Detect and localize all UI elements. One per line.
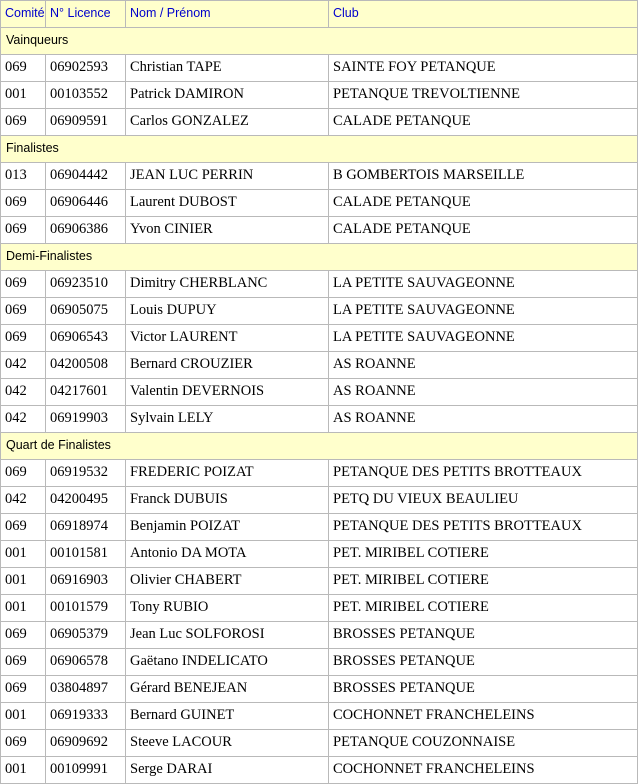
table-row bbox=[1, 703, 638, 730]
cell-licence: 06919333 bbox=[46, 703, 126, 730]
cell-comite: 069 bbox=[1, 271, 46, 298]
table-row bbox=[1, 730, 638, 757]
column-header-licence: N° Licence bbox=[46, 1, 126, 28]
table-row bbox=[1, 82, 638, 109]
cell-club: LA PETITE SAUVAGEONNE bbox=[329, 298, 638, 325]
table-row bbox=[1, 595, 638, 622]
table-row bbox=[1, 460, 638, 487]
cell-club: AS ROANNE bbox=[329, 379, 638, 406]
section-title: Finalistes bbox=[1, 136, 638, 163]
cell-licence: 06906446 bbox=[46, 190, 126, 217]
cell-comite: 001 bbox=[1, 541, 46, 568]
cell-player-name: FREDERIC POIZAT bbox=[126, 460, 329, 487]
table-body bbox=[1, 28, 638, 784]
column-header-comite: Comité bbox=[1, 1, 46, 28]
cell-club: COCHONNET FRANCHELEINS bbox=[329, 757, 638, 784]
cell-club: CALADE PETANQUE bbox=[329, 217, 638, 244]
cell-licence: 00101579 bbox=[46, 595, 126, 622]
table-row bbox=[1, 406, 638, 433]
cell-player-name: Sylvain LELY bbox=[126, 406, 329, 433]
table-row bbox=[1, 568, 638, 595]
column-header-nom: Nom / Prénom bbox=[126, 1, 329, 28]
cell-club: PETANQUE DES PETITS BROTTEAUX bbox=[329, 514, 638, 541]
table-row bbox=[1, 757, 638, 784]
table-row bbox=[1, 163, 638, 190]
table-row bbox=[1, 190, 638, 217]
cell-club: BROSSES PETANQUE bbox=[329, 649, 638, 676]
cell-player-name: Laurent DUBOST bbox=[126, 190, 329, 217]
table-row bbox=[1, 379, 638, 406]
cell-player-name: JEAN LUC PERRIN bbox=[126, 163, 329, 190]
section-header-row bbox=[1, 28, 638, 55]
cell-comite: 001 bbox=[1, 757, 46, 784]
cell-club: PETANQUE COUZONNAISE bbox=[329, 730, 638, 757]
cell-player-name: Olivier CHABERT bbox=[126, 568, 329, 595]
cell-comite: 069 bbox=[1, 649, 46, 676]
cell-licence: 06905075 bbox=[46, 298, 126, 325]
table-header-row bbox=[1, 1, 638, 28]
table-row bbox=[1, 352, 638, 379]
cell-comite: 069 bbox=[1, 109, 46, 136]
cell-club: BROSSES PETANQUE bbox=[329, 622, 638, 649]
cell-player-name: Serge DARAI bbox=[126, 757, 329, 784]
cell-club: PETANQUE DES PETITS BROTTEAUX bbox=[329, 460, 638, 487]
cell-licence: 03804897 bbox=[46, 676, 126, 703]
cell-player-name: Victor LAURENT bbox=[126, 325, 329, 352]
cell-club: LA PETITE SAUVAGEONNE bbox=[329, 271, 638, 298]
cell-player-name: Louis DUPUY bbox=[126, 298, 329, 325]
cell-player-name: Gérard BENEJEAN bbox=[126, 676, 329, 703]
table-row bbox=[1, 676, 638, 703]
cell-club: PET. MIRIBEL COTIERE bbox=[329, 541, 638, 568]
cell-licence: 00101581 bbox=[46, 541, 126, 568]
cell-player-name: Benjamin POIZAT bbox=[126, 514, 329, 541]
cell-player-name: Christian TAPE bbox=[126, 55, 329, 82]
cell-club: PETQ DU VIEUX BEAULIEU bbox=[329, 487, 638, 514]
cell-comite: 069 bbox=[1, 217, 46, 244]
cell-licence: 06902593 bbox=[46, 55, 126, 82]
table-row bbox=[1, 55, 638, 82]
cell-licence: 04217601 bbox=[46, 379, 126, 406]
cell-comite: 013 bbox=[1, 163, 46, 190]
cell-player-name: Dimitry CHERBLANC bbox=[126, 271, 329, 298]
table-row bbox=[1, 325, 638, 352]
section-header-row bbox=[1, 244, 638, 271]
cell-comite: 069 bbox=[1, 460, 46, 487]
cell-club: PET. MIRIBEL COTIERE bbox=[329, 568, 638, 595]
cell-comite: 042 bbox=[1, 406, 46, 433]
cell-club: PETANQUE TREVOLTIENNE bbox=[329, 82, 638, 109]
table-row bbox=[1, 217, 638, 244]
cell-comite: 069 bbox=[1, 298, 46, 325]
table-row bbox=[1, 541, 638, 568]
section-header-row bbox=[1, 433, 638, 460]
cell-licence: 06919532 bbox=[46, 460, 126, 487]
cell-player-name: Franck DUBUIS bbox=[126, 487, 329, 514]
cell-comite: 069 bbox=[1, 55, 46, 82]
cell-player-name: Steeve LACOUR bbox=[126, 730, 329, 757]
column-header-club: Club bbox=[329, 1, 638, 28]
cell-comite: 069 bbox=[1, 730, 46, 757]
cell-club: CALADE PETANQUE bbox=[329, 190, 638, 217]
table-row bbox=[1, 622, 638, 649]
cell-comite: 069 bbox=[1, 676, 46, 703]
cell-player-name: Bernard CROUZIER bbox=[126, 352, 329, 379]
cell-licence: 06906543 bbox=[46, 325, 126, 352]
table-row bbox=[1, 514, 638, 541]
cell-comite: 069 bbox=[1, 190, 46, 217]
cell-player-name: Antonio DA MOTA bbox=[126, 541, 329, 568]
cell-licence: 06909591 bbox=[46, 109, 126, 136]
cell-club: LA PETITE SAUVAGEONNE bbox=[329, 325, 638, 352]
cell-club: AS ROANNE bbox=[329, 352, 638, 379]
cell-licence: 06909692 bbox=[46, 730, 126, 757]
cell-comite: 001 bbox=[1, 703, 46, 730]
cell-comite: 001 bbox=[1, 568, 46, 595]
cell-licence: 06905379 bbox=[46, 622, 126, 649]
cell-comite: 042 bbox=[1, 352, 46, 379]
table-row bbox=[1, 271, 638, 298]
cell-player-name: Patrick DAMIRON bbox=[126, 82, 329, 109]
cell-player-name: Gaëtano INDELICATO bbox=[126, 649, 329, 676]
table-row bbox=[1, 487, 638, 514]
table-row bbox=[1, 298, 638, 325]
cell-club: CALADE PETANQUE bbox=[329, 109, 638, 136]
cell-club: AS ROANNE bbox=[329, 406, 638, 433]
cell-comite: 042 bbox=[1, 379, 46, 406]
section-title: Demi-Finalistes bbox=[1, 244, 638, 271]
cell-licence: 04200508 bbox=[46, 352, 126, 379]
cell-club: B GOMBERTOIS MARSEILLE bbox=[329, 163, 638, 190]
cell-licence: 06916903 bbox=[46, 568, 126, 595]
cell-licence: 06923510 bbox=[46, 271, 126, 298]
cell-player-name: Bernard GUINET bbox=[126, 703, 329, 730]
cell-club: SAINTE FOY PETANQUE bbox=[329, 55, 638, 82]
cell-licence: 00103552 bbox=[46, 82, 126, 109]
cell-player-name: Jean Luc SOLFOROSI bbox=[126, 622, 329, 649]
cell-licence: 06919903 bbox=[46, 406, 126, 433]
table-row bbox=[1, 109, 638, 136]
cell-licence: 06904442 bbox=[46, 163, 126, 190]
section-title: Vainqueurs bbox=[1, 28, 638, 55]
cell-licence: 04200495 bbox=[46, 487, 126, 514]
cell-licence: 00109991 bbox=[46, 757, 126, 784]
cell-comite: 069 bbox=[1, 514, 46, 541]
cell-player-name: Yvon CINIER bbox=[126, 217, 329, 244]
cell-licence: 06918974 bbox=[46, 514, 126, 541]
cell-licence: 06906386 bbox=[46, 217, 126, 244]
cell-player-name: Carlos GONZALEZ bbox=[126, 109, 329, 136]
cell-comite: 042 bbox=[1, 487, 46, 514]
cell-club: BROSSES PETANQUE bbox=[329, 676, 638, 703]
section-title: Quart de Finalistes bbox=[1, 433, 638, 460]
cell-licence: 06906578 bbox=[46, 649, 126, 676]
cell-comite: 069 bbox=[1, 622, 46, 649]
cell-comite: 001 bbox=[1, 595, 46, 622]
cell-comite: 001 bbox=[1, 82, 46, 109]
section-header-row bbox=[1, 136, 638, 163]
cell-club: COCHONNET FRANCHELEINS bbox=[329, 703, 638, 730]
cell-player-name: Tony RUBIO bbox=[126, 595, 329, 622]
table-header bbox=[1, 1, 638, 28]
cell-comite: 069 bbox=[1, 325, 46, 352]
table-row bbox=[1, 649, 638, 676]
cell-club: PET. MIRIBEL COTIERE bbox=[329, 595, 638, 622]
cell-player-name: Valentin DEVERNOIS bbox=[126, 379, 329, 406]
